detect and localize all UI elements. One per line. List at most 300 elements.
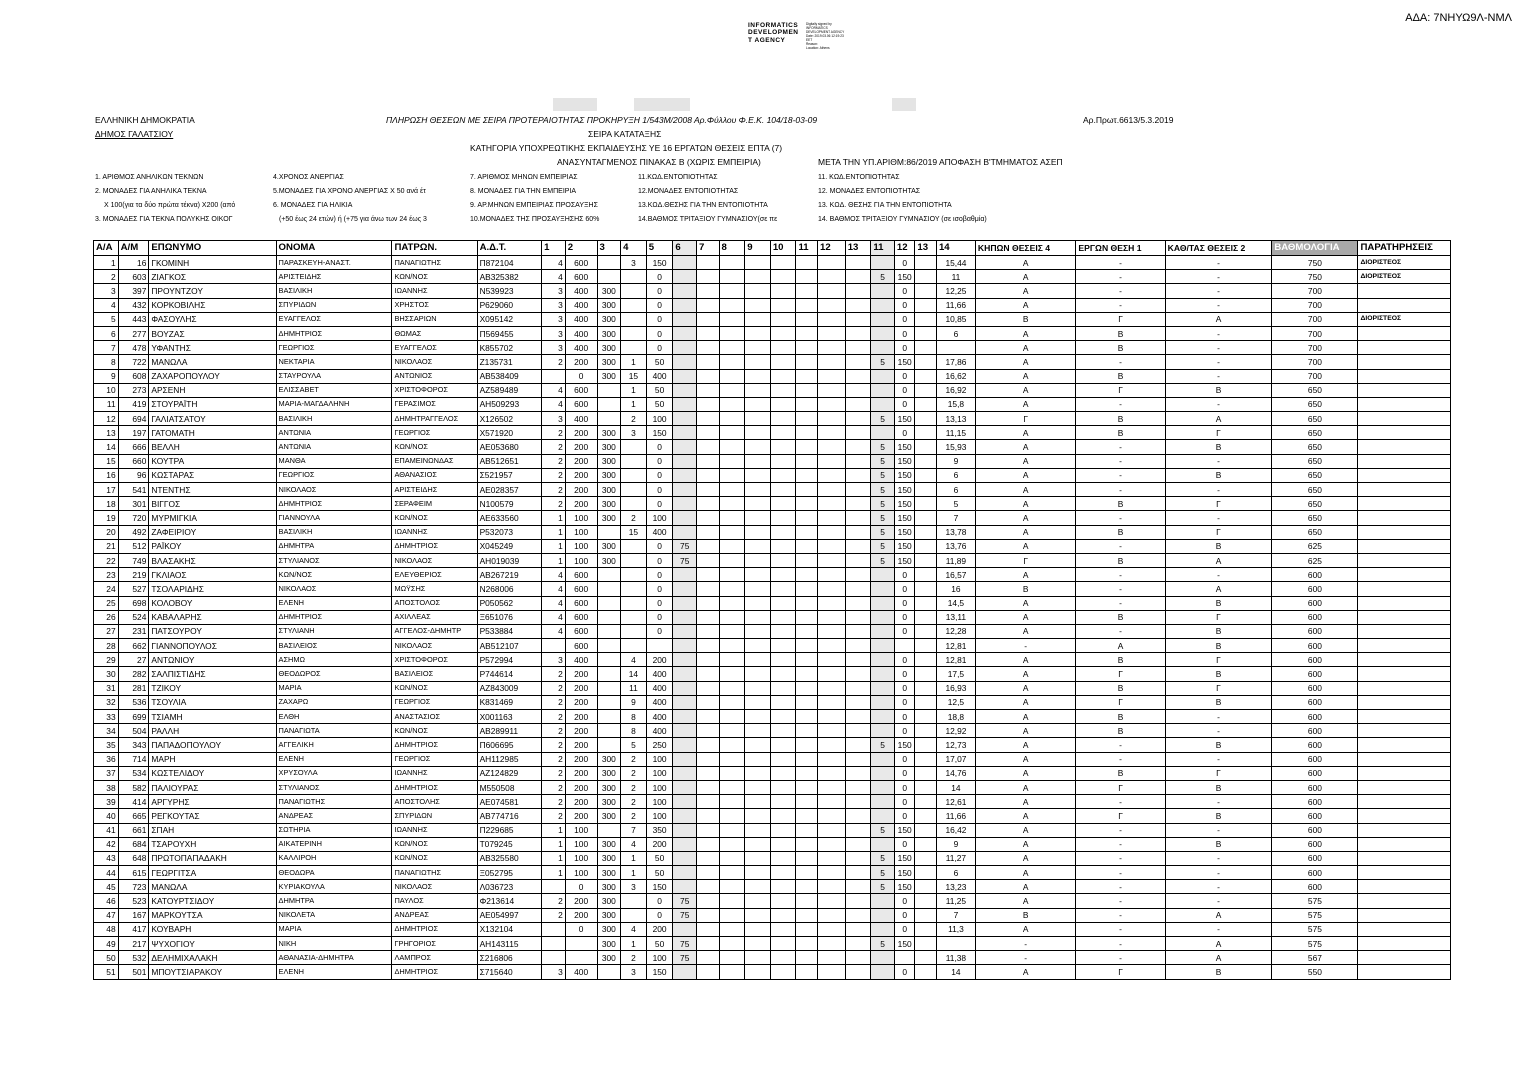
table-cell [770, 397, 796, 411]
table-cell [673, 383, 697, 397]
table-cell: ΤΖΙΚΟΥ [149, 681, 276, 695]
table-cell: 5 [871, 497, 895, 511]
table-cell [696, 766, 719, 780]
table-cell [696, 695, 719, 709]
table-cell [915, 667, 937, 681]
table-cell: Α [975, 965, 1076, 979]
table-cell [1358, 539, 1451, 553]
table-cell [745, 710, 771, 724]
table-cell [845, 653, 871, 667]
table-cell [719, 284, 745, 298]
table-cell [597, 823, 621, 837]
table-cell [818, 284, 846, 298]
table-cell [696, 440, 719, 454]
table-cell [745, 454, 771, 468]
table-cell [915, 766, 937, 780]
table-cell: ΣΩΤΗΡΙΑ [276, 823, 392, 837]
table-cell [597, 397, 621, 411]
column-header: ΚΗΠΩΝ ΘΕΣΕΙΣ 4 [975, 241, 1076, 256]
table-cell: Χ045249 [477, 539, 542, 553]
table-cell: 4 [542, 397, 566, 411]
table-cell: 443 [118, 312, 149, 326]
table-cell: 4 [542, 596, 566, 610]
table-cell: 4 [94, 298, 119, 312]
table-cell: 2 [542, 695, 566, 709]
table-cell: 600 [565, 624, 597, 638]
table-cell: ΖΑΧΑΡΟΠΟΥΛΟΥ [149, 369, 276, 383]
table-cell: Α [975, 454, 1076, 468]
table-cell: 51 [94, 965, 119, 979]
table-cell: Τ079245 [477, 837, 542, 851]
table-cell [542, 922, 566, 936]
table-cell: 17,86 [936, 355, 975, 369]
table-cell: 5 [621, 738, 647, 752]
table-cell [915, 341, 937, 355]
table-cell: 13,13 [936, 412, 975, 426]
table-cell: Γ [1165, 426, 1272, 440]
table-cell: 9 [621, 695, 647, 709]
table-cell: 700 [1272, 298, 1358, 312]
table-cell [1358, 710, 1451, 724]
table-cell: 600 [565, 270, 597, 284]
table-cell: - [1165, 710, 1272, 724]
table-cell: 11,15 [936, 426, 975, 440]
table-cell [719, 553, 745, 567]
table-cell [915, 837, 937, 851]
municipality-label: ΔΗΜΟΣ ΓΑΛΑΤΣΙΟΥ [95, 129, 174, 139]
table-cell [818, 511, 846, 525]
table-cell [818, 894, 846, 908]
table-cell [719, 511, 745, 525]
table-cell: 150 [646, 880, 673, 894]
table-cell [770, 738, 796, 752]
table-cell: 200 [565, 497, 597, 511]
table-cell [796, 256, 818, 270]
table-cell [1358, 582, 1451, 596]
table-cell: 5 [94, 312, 119, 326]
table-cell: 100 [646, 809, 673, 823]
table-cell [845, 681, 871, 695]
table-cell [621, 468, 647, 482]
table-cell: ΑΣΗΜΩ [276, 653, 392, 667]
table-cell: 600 [565, 568, 597, 582]
table-cell: 14 [936, 780, 975, 794]
table-cell: 15 [94, 454, 119, 468]
table-cell [818, 582, 846, 596]
table-cell [719, 951, 745, 965]
table-cell: 0 [894, 766, 915, 780]
table-cell: 20 [94, 525, 119, 539]
table-cell [597, 270, 621, 284]
table-cell: Χ126502 [477, 412, 542, 426]
table-cell: 13,23 [936, 880, 975, 894]
table-cell: 100 [565, 851, 597, 865]
table-cell: 24 [94, 582, 119, 596]
table-cell [621, 639, 647, 653]
table-cell [696, 397, 719, 411]
table-cell: 400 [565, 312, 597, 326]
table-cell: Ρ629060 [477, 298, 542, 312]
table-cell [1358, 440, 1451, 454]
table-cell [818, 426, 846, 440]
table-cell [745, 483, 771, 497]
table-row [94, 525, 1451, 539]
table-cell: - [1165, 866, 1272, 880]
table-cell [1358, 752, 1451, 766]
table-cell: 575 [1272, 937, 1358, 951]
column-header: ΠΑΤΡΩΝ. [392, 241, 477, 256]
table-cell: 350 [646, 823, 673, 837]
table-cell: 0 [646, 270, 673, 284]
table-cell [770, 454, 796, 468]
table-cell [770, 468, 796, 482]
table-cell: Β [1076, 710, 1165, 724]
table-cell: Β [1165, 383, 1272, 397]
table-cell [673, 284, 697, 298]
table-cell: ΣΠΥΡΙΔΩΝ [276, 298, 392, 312]
table-cell [770, 426, 796, 440]
table-cell [673, 965, 697, 979]
table-cell [818, 568, 846, 582]
table-cell: 231 [118, 624, 149, 638]
table-cell [915, 582, 937, 596]
table-cell [796, 582, 818, 596]
table-cell: 3 [621, 965, 647, 979]
table-cell [696, 256, 719, 270]
table-cell: ΑΝΔΡΕΑΣ [276, 809, 392, 823]
table-cell: 417 [118, 922, 149, 936]
table-cell [719, 894, 745, 908]
table-cell: ΚΩΝ/ΝΟΣ [392, 511, 477, 525]
table-cell [770, 695, 796, 709]
table-cell: ΔΙΟΡΙΣΤΕΟΣ [1358, 312, 1451, 326]
table-cell [915, 596, 937, 610]
table-cell: Β [1165, 695, 1272, 709]
table-cell [745, 582, 771, 596]
table-cell: - [1076, 468, 1165, 482]
table-cell: ΑΝΔΡΕΑΣ [392, 908, 477, 922]
table-cell [818, 710, 846, 724]
table-cell [745, 837, 771, 851]
table-cell [696, 667, 719, 681]
table-row [94, 880, 1451, 894]
table-cell [915, 298, 937, 312]
table-cell [871, 397, 895, 411]
table-cell [796, 922, 818, 936]
table-cell: 419 [118, 397, 149, 411]
table-cell [1358, 908, 1451, 922]
table-cell: ΔΗΜΗΤΡΑ [276, 894, 392, 908]
table-row [94, 780, 1451, 794]
table-cell [845, 256, 871, 270]
table-cell [871, 908, 895, 922]
legend-item: 8. ΜΟΝΑΔΕΣ ΓΙΑ ΤΗΝ ΕΜΠΕΙΡΙΑ [470, 188, 577, 195]
table-cell: ΕΥΑΓΓΕΛΟΣ [392, 341, 477, 355]
table-cell [719, 795, 745, 809]
table-cell [796, 355, 818, 369]
table-cell: Ν539923 [477, 284, 542, 298]
table-cell: Κ831469 [477, 695, 542, 709]
table-cell [770, 795, 796, 809]
table-cell: 0 [894, 667, 915, 681]
table-cell: 648 [118, 851, 149, 865]
column-header: 13 [915, 241, 937, 256]
table-cell: Χ095142 [477, 312, 542, 326]
legend-item: Χ 100(για τα δύο πρώτα τέκνα) Χ200 (από [104, 202, 236, 209]
table-cell: ΔΗΜΗΤΡΙΟΣ [276, 326, 392, 340]
table-cell: 2 [542, 440, 566, 454]
table-cell: - [1165, 397, 1272, 411]
table-cell [818, 724, 846, 738]
table-cell: 18,8 [936, 710, 975, 724]
table-cell: Β [975, 908, 1076, 922]
table-cell [1358, 383, 1451, 397]
table-cell [719, 922, 745, 936]
table-cell [597, 681, 621, 695]
table-cell: 150 [894, 880, 915, 894]
table-cell: 600 [1272, 724, 1358, 738]
table-cell: ΚΥΡΙΑΚΟΥΛΑ [276, 880, 392, 894]
table-cell [673, 468, 697, 482]
table-cell: 8 [94, 355, 119, 369]
table-cell: Φ213614 [477, 894, 542, 908]
table-cell: ΑΖ843009 [477, 681, 542, 695]
table-cell: Γ [1165, 766, 1272, 780]
table-cell: 17,5 [936, 667, 975, 681]
table-cell [673, 412, 697, 426]
table-cell [1358, 695, 1451, 709]
table-cell: ΣΤΟΥΡΑΪΤΗ [149, 397, 276, 411]
table-cell: ΣΤΥΛΙΑΝΟΣ [276, 553, 392, 567]
table-cell [796, 568, 818, 582]
table-cell: Α [975, 752, 1076, 766]
table-cell [745, 270, 771, 284]
table-cell: ΚΟΛΟΒΟΥ [149, 596, 276, 610]
table-cell: 150 [894, 468, 915, 482]
table-cell: ΠΑΝΑΓΙΩΤΗΣ [276, 795, 392, 809]
table-cell: 200 [565, 780, 597, 794]
table-cell [1358, 653, 1451, 667]
table-cell: 32 [94, 695, 119, 709]
table-cell: ΜΑΡΙΑ [276, 922, 392, 936]
table-cell [1358, 397, 1451, 411]
table-cell [1358, 326, 1451, 340]
table-cell [845, 610, 871, 624]
table-cell: 0 [565, 880, 597, 894]
table-cell [818, 851, 846, 865]
table-cell: 48 [94, 922, 119, 936]
stamp-detail: EET [806, 38, 813, 42]
table-cell [845, 937, 871, 951]
table-cell [915, 866, 937, 880]
table-cell [745, 511, 771, 525]
table-cell [796, 426, 818, 440]
table-cell [845, 497, 871, 511]
table-cell: 2 [542, 710, 566, 724]
table-cell [696, 922, 719, 936]
table-cell [796, 412, 818, 426]
table-cell: Β [1165, 809, 1272, 823]
table-cell [673, 497, 697, 511]
table-cell [1358, 837, 1451, 851]
table-cell: ΠΡΩΤΟΠΑΠΑΔΑΚΗ [149, 851, 276, 865]
table-cell [915, 851, 937, 865]
table-cell: 600 [1272, 866, 1358, 880]
table-cell: 75 [673, 908, 697, 922]
table-cell [1358, 724, 1451, 738]
table-cell [915, 397, 937, 411]
table-cell: 300 [597, 780, 621, 794]
table-cell: 200 [565, 795, 597, 809]
table-cell: Α [975, 780, 1076, 794]
table-cell: 600 [1272, 624, 1358, 638]
table-cell: 16 [118, 256, 149, 270]
table-cell: 0 [646, 539, 673, 553]
table-cell [796, 795, 818, 809]
table-cell [845, 738, 871, 752]
table-cell [673, 710, 697, 724]
table-cell [696, 539, 719, 553]
table-cell: ΑΒ289911 [477, 724, 542, 738]
table-cell: 400 [646, 681, 673, 695]
table-cell [871, 695, 895, 709]
table-cell: ΝΙΚΟΛΑΟΣ [276, 582, 392, 596]
table-cell: Β [1165, 965, 1272, 979]
table-cell [745, 610, 771, 624]
column-header: ΚΑΘ/ΤΑΣ ΘΕΣΕΙΣ 2 [1165, 241, 1272, 256]
table-cell [673, 795, 697, 809]
table-cell: 17 [94, 483, 119, 497]
table-cell [673, 397, 697, 411]
column-header: Α/Α [94, 241, 119, 256]
table-cell: 0 [646, 440, 673, 454]
table-cell: Β [1165, 738, 1272, 752]
column-header: 13 [845, 241, 871, 256]
table-cell: 600 [1272, 851, 1358, 865]
table-cell: - [1076, 596, 1165, 610]
table-cell: 300 [597, 440, 621, 454]
table-cell [770, 553, 796, 567]
table-cell [845, 695, 871, 709]
table-cell: 17,07 [936, 752, 975, 766]
table-cell: 150 [894, 937, 915, 951]
table-cell: Α [1076, 639, 1165, 653]
table-cell [719, 752, 745, 766]
column-header: 3 [597, 241, 621, 256]
table-cell [597, 582, 621, 596]
table-cell [871, 326, 895, 340]
table-cell [673, 256, 697, 270]
table-row [94, 355, 1451, 369]
table-cell [696, 298, 719, 312]
table-cell: Χ001163 [477, 710, 542, 724]
table-cell [845, 596, 871, 610]
stamp-detail: Date: 2019.03.06 12:19:23 [806, 34, 844, 38]
table-cell [818, 256, 846, 270]
table-cell: ΒΑΣΙΛΙΚΗ [276, 284, 392, 298]
column-header: 9 [745, 241, 771, 256]
table-cell: ΣΠΑΗ [149, 823, 276, 837]
table-cell: Β [1076, 766, 1165, 780]
table-cell [696, 483, 719, 497]
table-cell: 6 [936, 326, 975, 340]
table-cell: Ν268006 [477, 582, 542, 596]
legend-item: 14.ΒΑΘΜΟΣ ΤΡΙΤΑΞΙΟΥ ΓΥΜΝΑΣΙΟΥ(σε πε [638, 216, 778, 223]
table-cell: Μ550508 [477, 780, 542, 794]
table-row [94, 837, 1451, 851]
table-cell: 666 [118, 440, 149, 454]
table-cell [915, 568, 937, 582]
table-cell: Α [975, 837, 1076, 851]
table-cell [719, 596, 745, 610]
table-cell [745, 937, 771, 951]
table-cell [597, 667, 621, 681]
table-cell [915, 511, 937, 525]
table-cell: Β [1076, 553, 1165, 567]
table-cell: 5 [871, 412, 895, 426]
table-cell [745, 355, 771, 369]
table-cell [745, 724, 771, 738]
table-cell: ΧΡΙΣΤΟΦΟΡΟΣ [392, 653, 477, 667]
table-cell [673, 426, 697, 440]
table-cell: 26 [94, 610, 119, 624]
table-cell [915, 724, 937, 738]
table-cell [1358, 412, 1451, 426]
stamp-text: T AGENCY [748, 36, 786, 44]
table-cell: 6 [94, 326, 119, 340]
table-cell [696, 341, 719, 355]
table-cell: 200 [565, 483, 597, 497]
table-cell [796, 823, 818, 837]
table-cell: 9 [936, 837, 975, 851]
table-cell: 432 [118, 298, 149, 312]
table-cell: 10,85 [936, 312, 975, 326]
table-row [94, 568, 1451, 582]
table-cell [818, 369, 846, 383]
protocol-number: Αρ.Πρωτ.6613/5.3.2019 [1083, 115, 1174, 125]
table-cell: Α [975, 468, 1076, 482]
table-cell: ΓΙΑΝΝΟΠΟΥΛΟΣ [149, 639, 276, 653]
table-cell: Α [975, 851, 1076, 865]
table-cell: Γ [1076, 312, 1165, 326]
table-cell [770, 312, 796, 326]
table-cell: ΝΙΚΟΛΕΤΑ [276, 908, 392, 922]
table-cell [845, 483, 871, 497]
table-cell: 11,66 [936, 809, 975, 823]
table-cell [696, 468, 719, 482]
table-cell [818, 468, 846, 482]
table-cell [745, 256, 771, 270]
table-cell: 29 [94, 653, 119, 667]
table-cell: Β [1165, 539, 1272, 553]
table-cell: 9 [94, 369, 119, 383]
stamp-detail: Reason: [806, 42, 818, 46]
table-cell: 714 [118, 752, 149, 766]
table-cell [770, 355, 796, 369]
table-cell: Α [1165, 412, 1272, 426]
table-cell: ΣΑΛΠΙΣΤΙΔΗΣ [149, 667, 276, 681]
table-row [94, 284, 1451, 298]
table-cell [845, 553, 871, 567]
table-cell: Α [975, 256, 1076, 270]
table-cell: 1 [542, 866, 566, 880]
table-cell [845, 795, 871, 809]
stamp-detail: INFORMATICS [806, 26, 828, 30]
table-cell [818, 553, 846, 567]
table-cell: 2 [542, 738, 566, 752]
table-cell [915, 312, 937, 326]
table-cell: Λ036723 [477, 880, 542, 894]
